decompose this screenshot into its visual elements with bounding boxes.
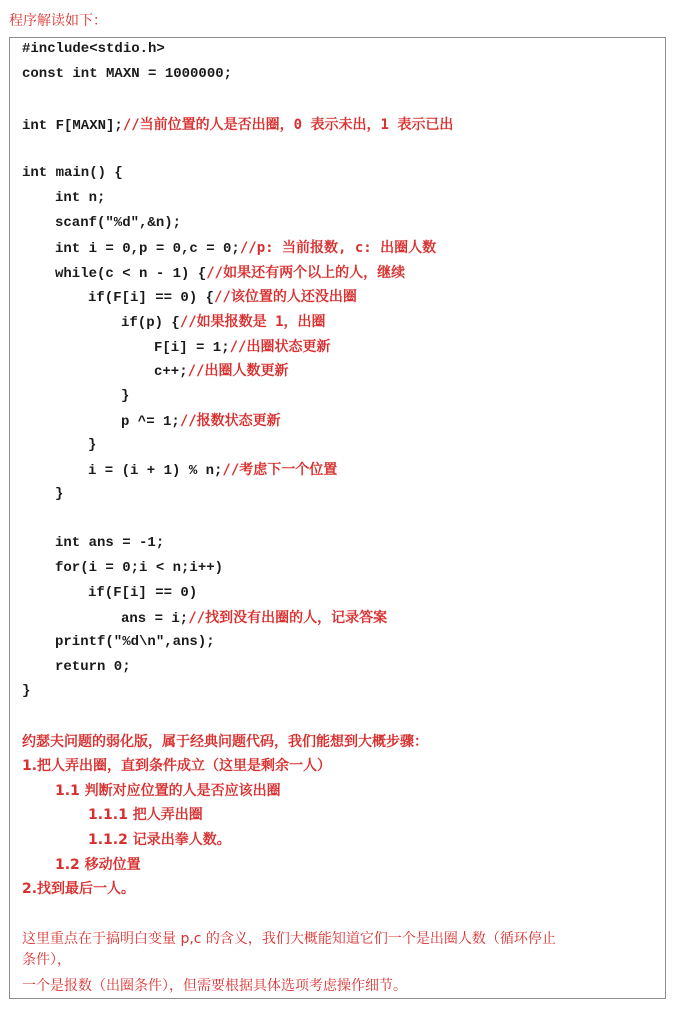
note-line: 约瑟夫问题的弱化版，属于经典问题代码，我们能想到大概步骤： xyxy=(22,734,428,750)
code-line: const int MAXN = 1000000; xyxy=(22,66,233,82)
code-line xyxy=(154,361,288,381)
code-line: scanf("%d",&n); xyxy=(55,215,182,231)
code-comment: //该位置的人还没出圈 xyxy=(214,289,357,305)
note-line: 1.1.1 把人弄出圈 xyxy=(88,807,203,823)
code-comment: //出圈状态更新 xyxy=(229,339,331,355)
code-explanation-box xyxy=(9,37,666,999)
code-line: int ans = -1; xyxy=(55,535,165,551)
code-comment: //考虑下一个位置 xyxy=(222,462,338,478)
code-comment: //找到没有出圈的人，记录答案 xyxy=(188,610,388,626)
code-line: } xyxy=(88,437,97,453)
code-line xyxy=(55,238,436,258)
code-text: p ^= 1; xyxy=(121,414,180,430)
code-line: int main() { xyxy=(22,165,123,181)
code-line xyxy=(88,460,337,480)
code-text: i = (i + 1) % n; xyxy=(88,463,223,479)
code-line xyxy=(154,337,330,357)
code-line: for(i = 0;i < n;i++) xyxy=(55,560,224,576)
code-text: if(p) { xyxy=(121,315,180,331)
note-line: 条件）， xyxy=(22,952,71,968)
code-comment: //出圈人数更新 xyxy=(187,363,289,379)
code-line: } xyxy=(121,388,130,404)
code-comment: //如果报数是 1，出圈 xyxy=(179,314,326,330)
code-text: while(c < n - 1) { xyxy=(55,266,207,282)
note-line: 2.找到最后一人。 xyxy=(22,881,136,897)
note-line: 1.2 移动位置 xyxy=(55,857,141,873)
code-comment: //报数状态更新 xyxy=(179,413,281,429)
code-line: } xyxy=(55,486,64,502)
code-comment: //如果还有两个以上的人，继续 xyxy=(206,265,406,281)
code-line: } xyxy=(22,683,31,699)
page-heading: 程序解读如下： xyxy=(9,13,107,29)
code-line xyxy=(22,115,453,135)
code-text: ans = i; xyxy=(121,611,189,627)
note-line: 1.1 判断对应位置的人是否应该出圈 xyxy=(55,783,281,799)
code-line: printf("%d\n",ans); xyxy=(55,634,215,650)
code-line xyxy=(121,312,326,332)
code-line xyxy=(55,263,405,283)
code-line xyxy=(88,287,357,307)
code-line: #include<stdio.h> xyxy=(22,41,165,57)
note-line: 这里重点在于搞明白变量 p,c 的含义，我们大概能知道它们一个是出圈人数（循环停止 xyxy=(22,931,556,947)
code-text: int i = 0,p = 0,c = 0; xyxy=(55,241,240,257)
code-line: return 0; xyxy=(55,659,131,675)
note-line: 1.1.2 记录出拳人数。 xyxy=(88,832,231,848)
code-line xyxy=(121,411,281,431)
code-text: c++; xyxy=(154,364,188,380)
code-line: int n; xyxy=(55,190,106,206)
note-line: 1.把人弄出圈，直到条件成立（这里是剩余一人） xyxy=(22,758,332,774)
code-comment: //p: 当前报数, c: 出圈人数 xyxy=(239,240,437,256)
code-comment: //当前位置的人是否出圈，0 表示未出，1 表示已出 xyxy=(122,117,454,133)
code-text: int F[MAXN]; xyxy=(22,118,123,134)
code-text: if(F[i] == 0) { xyxy=(88,290,215,306)
code-text: F[i] = 1; xyxy=(154,340,230,356)
note-line: 一个是报数（出圈条件），但需要根据具体选项考虑操作细节。 xyxy=(22,978,407,994)
code-line: if(F[i] == 0) xyxy=(88,585,198,601)
code-line xyxy=(121,608,387,628)
